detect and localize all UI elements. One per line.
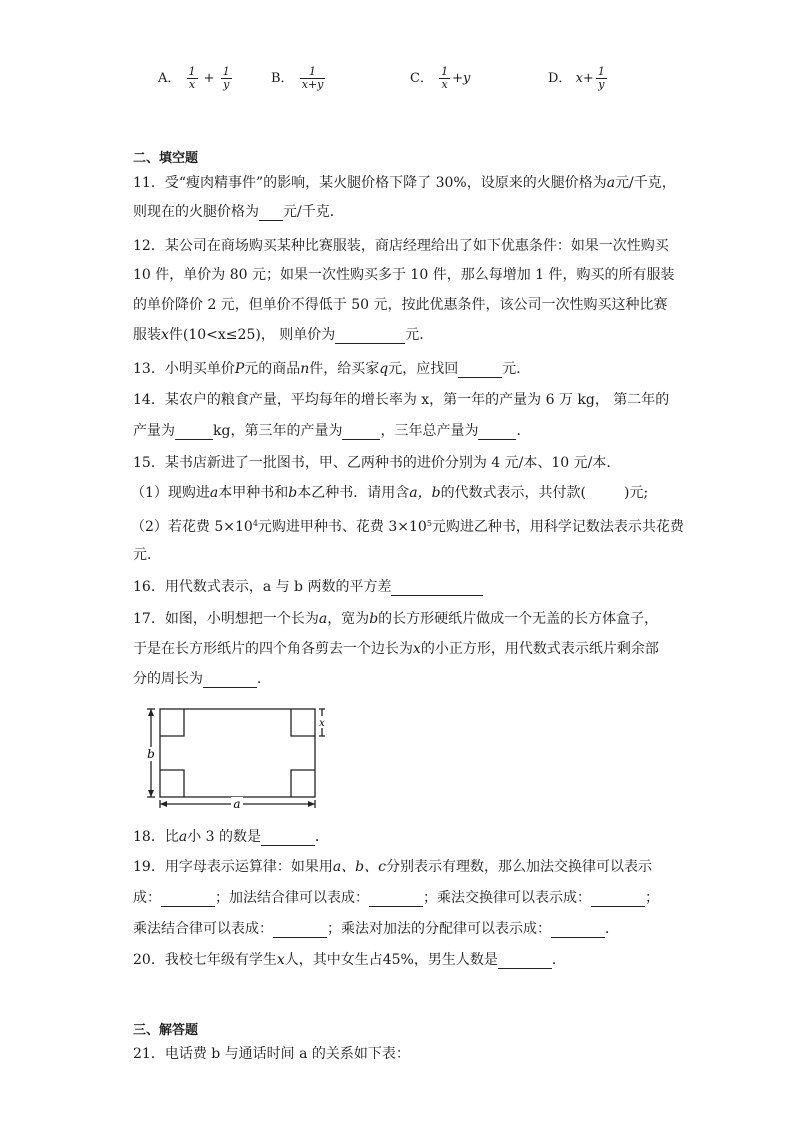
fraction: $\frac{1}{x}$ <box>188 65 196 91</box>
fraction: $\frac{1}{x+y}$ <box>301 65 324 91</box>
question-15-line-1: 15．某书店新进了一批图书，甲、乙两种书的进价分别为 4 元/本、10 元/本． <box>133 455 621 471</box>
answer-blank[interactable] <box>342 425 380 440</box>
fraction: $\frac{1}{y}$ <box>597 65 605 91</box>
answer-blank[interactable] <box>369 892 423 907</box>
answer-blank[interactable] <box>498 954 552 969</box>
question-17-line-3: 分的周长为 ． <box>133 671 271 687</box>
option-a: A． $\frac{1}{x}$ + $\frac{1}{y}$ <box>158 65 230 91</box>
option-c: C． $\frac{1}{x}$ +y <box>410 65 471 91</box>
question-15-line-2: （1）现购进a本甲种书和b本乙种书．请用含a，b的代数式表示，共付款( )元; <box>131 485 649 501</box>
question-14-line-1: 14．某农户的粮食产量，平均每年的增长率为 x，第一年的产量为 6 万 kg， 第二年的 <box>133 392 670 408</box>
question-12-line-3: 的单价降价 2 元，但单价不得低于 50 元，按此优惠条件，该公司一次性购买这种比赛 <box>133 297 668 313</box>
label-b: b <box>147 747 155 761</box>
label-x: x <box>319 718 325 729</box>
question-11-line-2: 则现在的火腿价格为 元/千克． <box>133 204 344 220</box>
rectangle-figure <box>143 703 328 811</box>
answer-blank[interactable] <box>203 673 257 688</box>
answer-blank[interactable] <box>273 923 327 938</box>
answer-blank[interactable] <box>478 425 516 440</box>
question-17-line-1: 17．如图，小明想把一个长为a，宽为b的长方形硬纸片做成一个无盖的长方体盒子， <box>133 611 659 627</box>
answer-blank[interactable] <box>458 363 502 378</box>
question-11-line-1: 11．受“瘦肉精事件”的影响，某火腿价格下降了 30%，设原来的火腿价格为a元/千克， <box>133 175 676 191</box>
answer-blank[interactable] <box>259 206 283 221</box>
section-heading: 三、解答题 <box>133 1023 199 1038</box>
answer-blank[interactable] <box>335 329 405 344</box>
question-14-line-2: 产量为 kg，第三年的产量为 ，三年总产量为 ． <box>133 423 531 439</box>
question-17-line-2: 于是在长方形纸片的四个角各剪去一个边长为x的小正方形，用代数式表示纸片剩余部 <box>133 641 659 657</box>
question-18: 18．比a小 3 的数是 ． <box>133 829 329 845</box>
option-d: D． x+ $\frac{1}{y}$ <box>548 65 605 91</box>
fraction: $\frac{1}{x}$ <box>441 65 449 91</box>
label-a: a <box>233 797 241 811</box>
question-16: 16．用代数式表示，a 与 b 两数的平方差 <box>133 578 483 596</box>
question-19-line-1: 19．用字母表示运算律：如果用a、b、c分别表示有理数，那么加法交换律可以表示 <box>133 859 652 875</box>
option-b: B． $\frac{1}{x+y}$ <box>271 65 324 91</box>
answer-blank[interactable] <box>551 923 605 938</box>
question-12-line-1: 12．某公司在商场购买某种比赛服装，商店经理给出了如下优惠条件：如果一次性购买 <box>133 238 669 254</box>
answer-blank[interactable] <box>161 892 215 907</box>
question-15-line-3: （2）若花费 $5\times 10^4$元购进甲种书、花费 $3\times 10^5$元购进乙种书，用科学记数法表示共花费 <box>131 519 684 535</box>
question-19-line-2: 成： ；加法结合律可以表成： ；乘法交换律可以表示成： ； <box>133 890 659 906</box>
question-19-line-3: 乘法结合律可以表成： ；乘法对加法的分配律可以表示成： ． <box>133 921 619 937</box>
question-20: 20．我校七年级有学生x人，其中女生占45%，男生人数是 ． <box>133 952 566 968</box>
answer-blank[interactable] <box>591 892 645 907</box>
question-12-line-4: 服装x件(10<x≤25)， 则单价为 元. <box>133 327 424 343</box>
section-heading: 二、填空题 <box>133 151 199 166</box>
question-15-line-4: 元． <box>133 547 161 563</box>
question-12-line-2: 10 件，单价为 80 元；如果一次性购买多于 10 件，那么每增加 1 件，购买的所有服装 <box>133 267 675 283</box>
answer-blank[interactable] <box>175 425 213 440</box>
fraction: $\frac{1}{y}$ <box>222 65 230 91</box>
question-21: 21．电话费 b 与通话时间 a 的关系如下表： <box>133 1046 410 1062</box>
answer-blank[interactable] <box>261 831 315 846</box>
answer-blank[interactable] <box>391 581 483 596</box>
question-13: 13．小明买单价P元的商品n件，给买家q元，应找回 元． <box>133 361 531 377</box>
